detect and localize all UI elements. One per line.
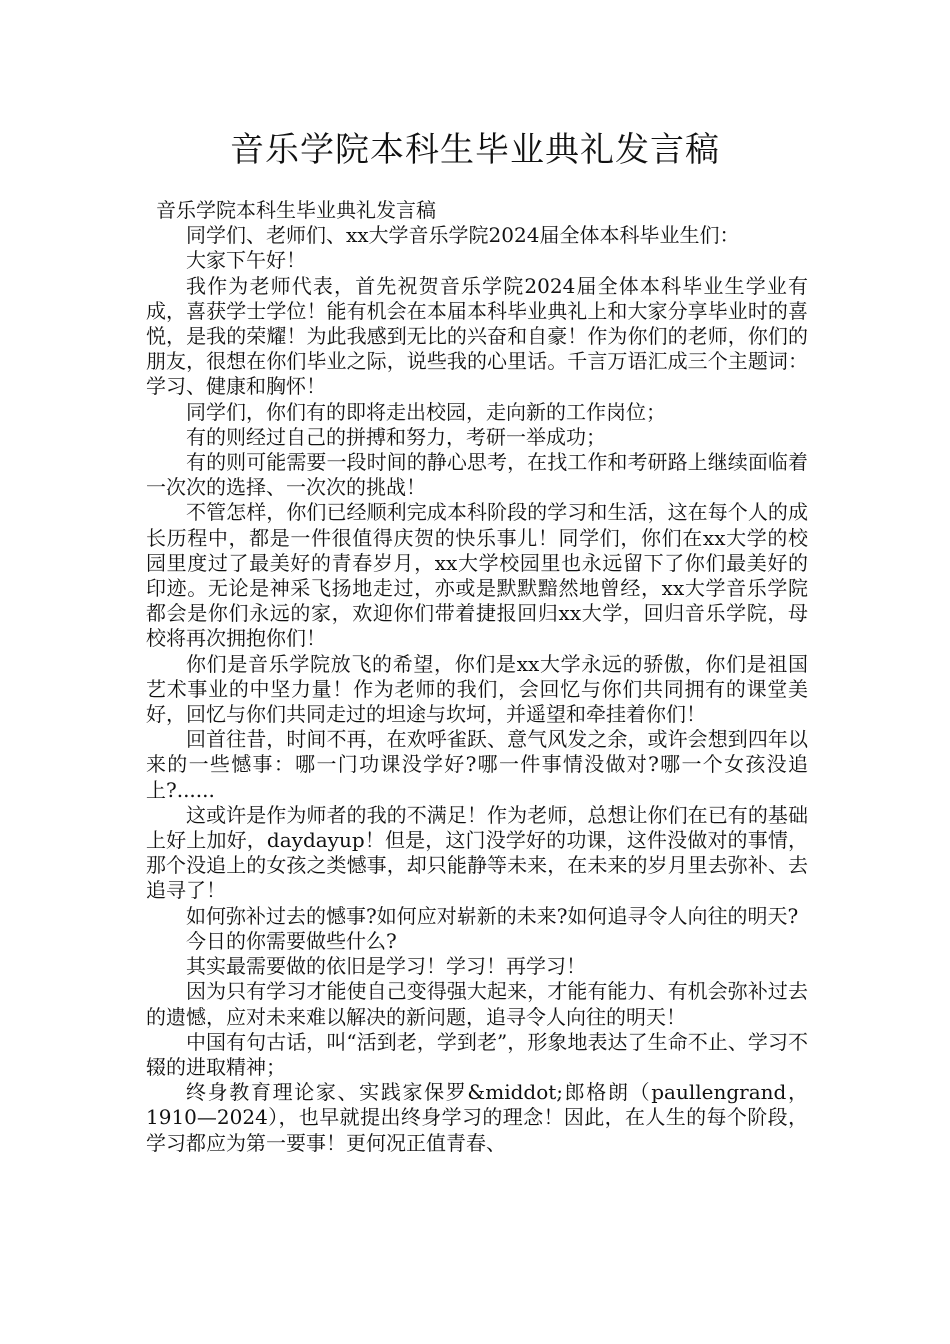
paragraph: 如何弥补过去的憾事?如何应对崭新的未来?如何追寻令人向往的明天? [186, 903, 799, 928]
paragraph: 中国有句古话，叫“活到老，学到老”，形象地表达了生命不止、学习不辍的进取精神； [146, 1029, 808, 1079]
paragraph-congratulation: 我作为老师代表，首先祝贺音乐学院2024届全体本科毕业生学业有成，喜获学士学位！能有机会在本届本科毕业典礼上和大家分享毕业时的喜悦，是我的荣耀！为此我感到无比的兴奋和自豪！作为你们的老师，你们的朋友，很想在你们毕业之际，说些我的心里话。千言万语汇成三个主题词：学习、健康和胸怀！ [146, 273, 808, 399]
paragraph: 同学们，你们有的即将走出校园，走向新的工作岗位； [186, 399, 666, 424]
paragraph: 有的则可能需要一段时间的静心思考，在找工作和考研路上继续面临着一次次的选择、一次次的挑战！ [146, 450, 808, 500]
paragraph: 这或许是作为师者的我的不满足！作为老师，总想让你们在已有的基础上好上加好，daydayup！但是，这门没学好的功课，这件没做对的事情，那个没追上的女孩之类憾事，却只能静等未来，在未来的岁月里去弥补、去追寻了！ [146, 802, 808, 903]
document-title: 音乐学院本科生毕业典礼发言稿 [230, 130, 720, 170]
paragraph: 你们是音乐学院放飞的希望，你们是xx大学永远的骄傲，你们是祖国艺术事业的中坚力量！作为老师的我们，会回忆与你们共同拥有的课堂美好，回忆与你们共同走过的坦途与坎坷，并遥望和牵挂着你们！ [146, 651, 808, 727]
paragraph: 不管怎样，你们已经顺利完成本科阶段的学习和生活，这在每个人的成长历程中，都是一件很值得庆贺的快乐事儿！同学们，你们在xx大学的校园里度过了最美好的青春岁月，xx大学校园里也永远留下了你们最美好的印迹。无论是神采飞扬地走过，亦或是默默黯然地曾经，xx大学音乐学院都会是你们永远的家，欢迎你们带着捷报回归xx大学，回归音乐学院，母校将再次拥抱你们！ [146, 500, 808, 651]
paragraph: 有的则经过自己的拼搏和努力，考研一举成功； [186, 424, 606, 449]
paragraph-salutation: 同学们、老师们、xx大学音乐学院2024届全体本科毕业生们： [186, 223, 740, 248]
paragraph: 其实最需要做的依旧是学习！学习！再学习！ [186, 954, 586, 979]
paragraph: 终身教育理论家、实践家保罗&middot;郎格朗（paullengrand，1910—2024），也早就提出终身学习的理念！因此，在人生的每个阶段，学习都应为第一要事！更何况正值青春、 [146, 1080, 808, 1155]
paragraph: 回首往昔，时间不再，在欢呼雀跃、意气风发之余，或许会想到四年以来的一些憾事：哪一门功课没学好?哪一件事情没做对?哪一个女孩没追上?...... [146, 727, 808, 802]
document-subtitle: 音乐学院本科生毕业典礼发言稿 [156, 198, 436, 222]
paragraph: 今日的你需要做些什么? [186, 928, 397, 953]
paragraph-greeting: 大家下午好！ [186, 248, 306, 273]
document-body [146, 198, 808, 1156]
paragraph: 因为只有学习才能使自己变得强大起来，才能有能力、有机会弥补过去的遗憾，应对未来难以解决的新问题，追寻令人向往的明天！ [146, 979, 808, 1029]
